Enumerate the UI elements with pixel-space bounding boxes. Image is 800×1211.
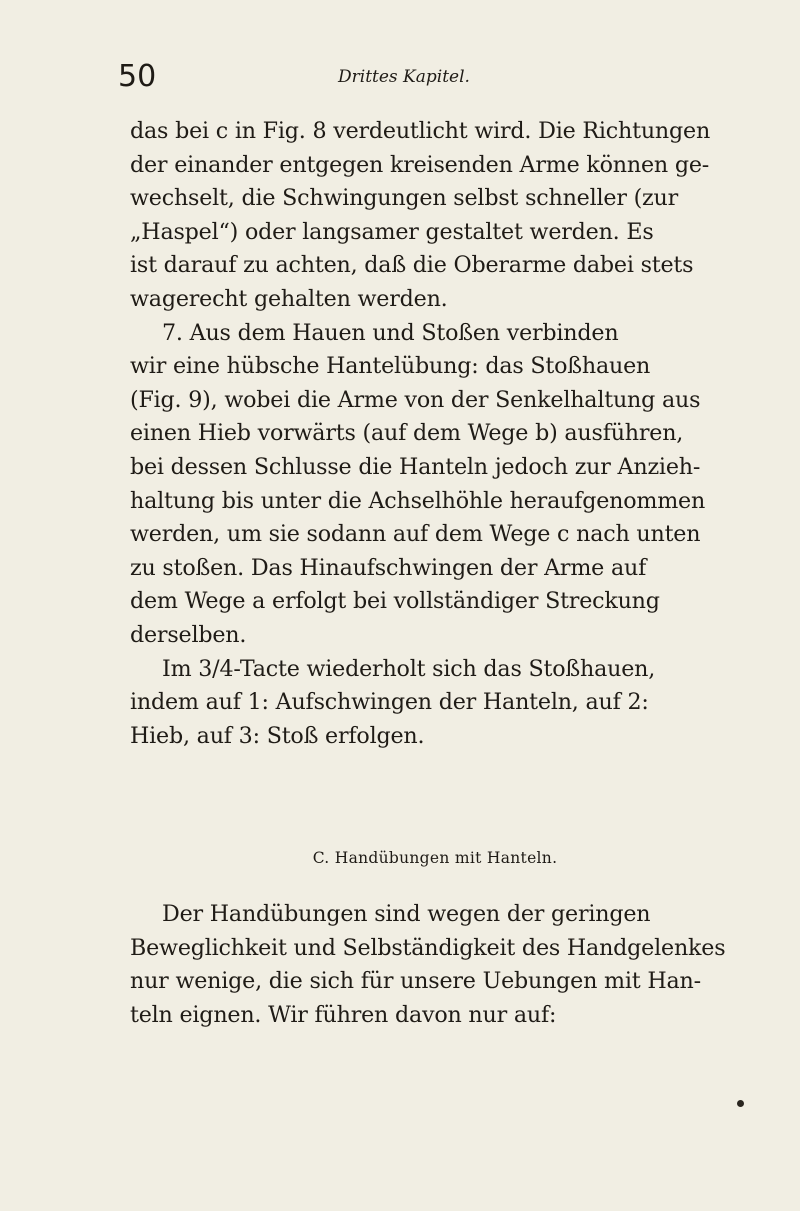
text-line: werden, um sie sodann auf dem Wege c nach unten <box>130 521 701 548</box>
text-line: wechselt, die Schwingungen selbst schneller (zur <box>130 185 679 212</box>
running-head: Drittes Kapitel. <box>338 67 470 87</box>
text-line: Hieb, auf 3: Stoß erfolgen. <box>130 722 425 749</box>
section-heading: C. Handübungen mit Hanteln. <box>312 849 558 867</box>
ink-dot <box>737 1100 744 1107</box>
text-line: 7. Aus dem Hauen und Stoßen verbinden <box>162 319 619 346</box>
text-line: wagerecht gehalten werden. <box>130 285 448 312</box>
text-line: dem Wege a erfolgt bei vollständiger Streckung <box>130 588 660 615</box>
body-text <box>130 115 740 753</box>
text-line: teln eignen. Wir führen davon nur auf: <box>130 1001 557 1028</box>
text-line: nur wenige, die sich für unsere Uebungen mit Han- <box>130 968 701 995</box>
text-line: Der Handübungen sind wegen der geringen <box>162 901 651 927</box>
page-number: 50 <box>118 59 157 94</box>
text-line: „Haspel“) oder langsamer gestaltet werden. Es <box>130 218 654 245</box>
text-line: der einander entgegen kreisenden Arme können ge- <box>130 151 710 178</box>
text-line: (Fig. 9), wobei die Arme von der Senkelhaltung aus <box>130 386 701 413</box>
text-line: einen Hieb vorwärts (auf dem Wege b) ausführen, <box>130 420 684 447</box>
text-line: ist darauf zu achten, daß die Oberarme dabei stets <box>130 252 694 279</box>
text-line: indem auf 1: Aufschwingen der Hanteln, auf 2: <box>130 689 649 716</box>
text-line: derselben. <box>130 621 247 648</box>
text-line: haltung bis unter die Achselhöhle heraufgenommen <box>130 487 706 514</box>
text-line: zu stoßen. Das Hinaufschwingen der Arme auf <box>130 554 647 581</box>
section-text <box>130 898 740 1032</box>
text-line: Im 3/4-Tacte wiederholt sich das Stoßhauen, <box>162 655 656 682</box>
text-line: bei dessen Schlusse die Hanteln jedoch zur Anzieh- <box>130 453 701 480</box>
text-line: wir eine hübsche Hantelübung: das Stoßhauen <box>130 353 651 380</box>
text-line: das bei c in Fig. 8 verdeutlicht wird. Die Richtungen <box>130 118 711 144</box>
page-header <box>118 60 712 100</box>
text-line: Beweglichkeit und Selbständigkeit des Handgelenkes <box>130 934 726 961</box>
